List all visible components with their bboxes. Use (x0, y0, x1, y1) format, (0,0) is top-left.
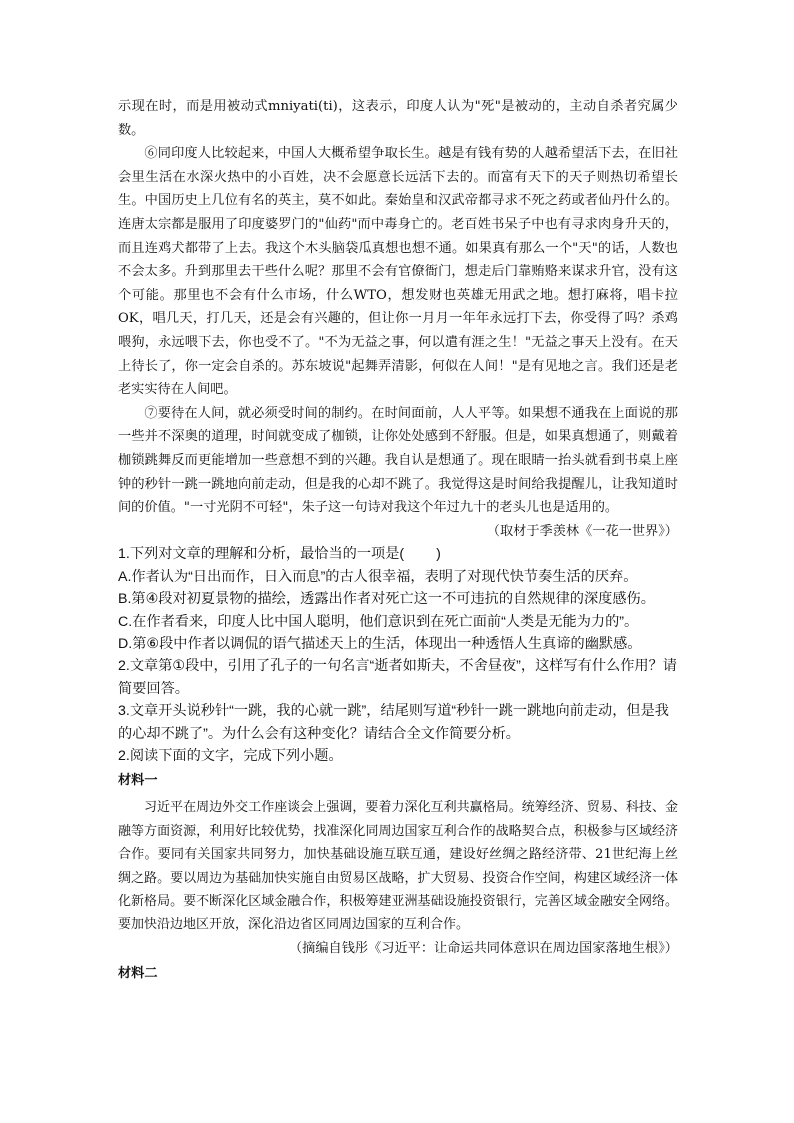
option-c: C.在作者看来，印度人比中国人聪明，他们意识到在死亡面前“人类是无能为力的”。 (118, 613, 639, 630)
material-1-text: 习近平在周边外交工作座谈会上强调，要着力深化互利共赢格局。统筹经济、贸易、科技、金融等方面资源，利用好比较优势，找准深化同周边国家互利合作的战略契合点，积极参与区域经济合作。要同有关国家共同努力，加快基础设施互联互通，建设好丝绸之路经济带、21世纪海上丝绸之路。要以周边为基础加快实施自由贸易区战略，扩大贸易、投资合作空间，构建区域经济一体化新格局。要不断深化区域金融合作，积极筹建亚洲基础设施投资银行，完善区域金融安全网络。要加快沿边地区开放，深化沿边省区同周边国家的互利合作。 (118, 800, 678, 933)
passage-source: （取材于季羡林《一花一世界》） (486, 523, 678, 539)
passage-paragraph-6: ⑥同印度人比较起来，中国人大概希望争取长生。越是有钱有势的人越希望活下去，在旧社会里生活在水深火热中的小百姓，决不会愿意长远活下去的。而富有天下的天子则热切希望长生。中国历史上几位有名的英主，莫不如此。秦始皇和汉武帝都寻求不死之药或者仙丹什么的。连唐太宗都是服用了印度婆罗门的"仙药"而中毒身亡的。老百姓书呆子中也有寻求肉身升天的，而且连鸡犬都带了上去。我这个木头脑袋瓜真想也想不通。如果真有那么一个"天"的话，人数也不会太多。升到那里去干些什么呢？那里不会有官僚衙门，想走后门靠贿赂来谋求升官，没有这个可能。那里也不会有什么市场，什么WTO，想发财也英雄无用武之地。想打麻将，唱卡拉OK，唱几天，打几天，还是会有兴趣的，但让你一月月一年年永远打下去，你受得了吗？杀鸡喂狗，永远喂下去，你也受不了。"不为无益之事，何以遣有涯之生！"无益之事天上没有。在天上待长了，你一定会自杀的。苏东坡说"起舞弄清影，何似在人间！"是有见地之言。我们还是老老实实待在人间吧。 (118, 146, 678, 398)
material-1-source: （摘编自钱彤《习近平：让命运共同体意识在周边国家落地生根》） (288, 940, 678, 956)
question-2: 2.文章第①段中，引用了孔子的一句名言“逝者如斯夫，不舍昼夜”，这样写有什么作用？请简要回答。 (118, 658, 677, 697)
passage-intro-paragraph: 示现在时，而是用被动式mniyati(ti)，这表示，印度人认为"死"是被动的，主动自杀者究属少数。 (118, 99, 678, 138)
option-b: B.第④段对初夏景物的描绘，透露出作者对死亡这一不可违抗的自然规律的深度感伤。 (118, 591, 655, 608)
question-3: 3.文章开头说秒针“一跳，我的心就一跳”，结尾则写道“秒针一跳一跳地向前走动，但是我的心却不跳了”。为什么会有这种变化？请结合全文作简要分析。 (118, 703, 669, 742)
passage-paragraph-7: ⑦要待在人间，就必须受时间的制约。在时间面前，人人平等。如果想不通我在上面说的那一些并不深奥的道理，时间就变成了枷锁，让你处处感到不舒服。但是，如果真想通了，则戴着枷锁跳舞反而更能增加一些意想不到的兴趣。我自认是想通了。现在眼睛一抬头就看到书桌上座钟的秒针一跳一跳地向前走动，但是我的心却不跳了。我觉得这是时间给我提醒儿，让我知道时间的价值。"一寸光阴不可轻"，朱子这一句诗对我这个年过九十的老头儿也是适用的。 (118, 405, 678, 516)
material-1-heading: 材料一 (118, 773, 158, 789)
document-page (118, 95, 678, 985)
question-1-text: 1.下列对文章的理解和分析，最恰当的一项是( (118, 546, 405, 563)
question-1 (118, 543, 678, 565)
option-d: D.第⑥段中作者以调侃的语气描述天上的生活，体现出一种透悟人生真谛的幽默感。 (118, 635, 642, 652)
option-a: A.作者认为“日出而作，日入而息”的古人很幸福，表明了对现代快节奏生活的厌弃。 (118, 568, 638, 585)
question-1-close: ) (436, 546, 441, 563)
material-2-heading: 材料二 (118, 966, 158, 982)
question-reading-prompt: 2.阅读下面的文字，完成下列小题。 (118, 747, 343, 764)
